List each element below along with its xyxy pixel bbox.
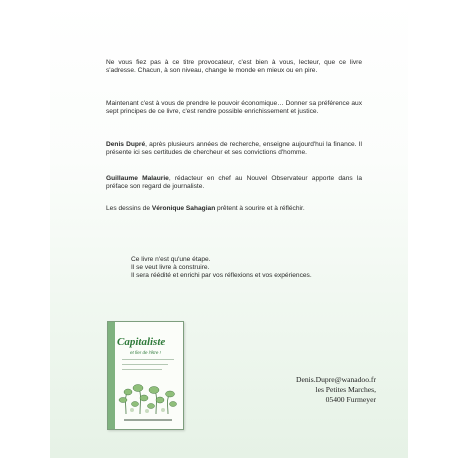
contact-postal-line: 05400 Furmeyer bbox=[325, 395, 376, 404]
intro-paragraph bbox=[106, 59, 362, 76]
note-line: Ce livre n'est qu'une étape. bbox=[131, 256, 211, 263]
illustrator-text: prêtent à sourire et à réfléchir. bbox=[215, 205, 305, 212]
book-cover-thumbnail bbox=[107, 321, 184, 430]
note-line: Il sera réédité et enrichi par vos réflexions et vos expériences. bbox=[131, 272, 312, 280]
intro-text: Ne vous fiez pas à ce titre provocateur, c'est bien à vous, lecteur, que ce livre s'adresse. Chacun, à son niveau, change le monde en mieux ou en pire. bbox=[106, 59, 362, 75]
cover-stripe bbox=[108, 322, 115, 429]
illustrator-name: Véronique Sahagian bbox=[151, 205, 216, 212]
preface-paragraph bbox=[106, 175, 362, 192]
cover-footer-line bbox=[124, 419, 172, 421]
contact-email: Denis.Dupre@wanadoo.fr bbox=[296, 375, 376, 384]
preface-author-bio: , rédacteur en chef au Nouvel Observateur apporte dans la préface son regard de journaliste. bbox=[106, 175, 362, 191]
illustrator-paragraph bbox=[106, 205, 362, 213]
author-paragraph bbox=[106, 141, 362, 158]
cover-subtitle: et fier de l'être ! bbox=[130, 350, 161, 355]
economic-power-text: Maintenant c'est à vous de prendre le pouvoir économique… Donner sa préférence aux sept principes de ce livre, c'est rendre possible enrichissement et justice. bbox=[106, 100, 362, 116]
plants-illustration-icon bbox=[118, 380, 178, 416]
contact-address-line: les Petites Marches, bbox=[315, 385, 376, 394]
cover-text-line bbox=[122, 364, 168, 365]
contact-block bbox=[246, 375, 376, 405]
notes-block bbox=[131, 256, 371, 281]
preface-author-name: Guillaume Malaurie bbox=[106, 175, 169, 182]
cover-text-line bbox=[122, 359, 174, 360]
cover-title: Capitaliste bbox=[117, 336, 166, 348]
author-bio: , après plusieurs années de recherche, enseigne aujourd'hui la finance. Il présente ici ses certitudes de chercheur et ses convictions d'homme. bbox=[106, 141, 362, 157]
cover-text-line bbox=[122, 369, 162, 370]
note-line: Il se veut livre à construire. bbox=[131, 264, 210, 272]
back-cover-page bbox=[50, 0, 408, 458]
author-name: Denis Dupré bbox=[106, 141, 146, 148]
illustrator-prefix: Les dessins de bbox=[106, 205, 152, 212]
economic-power-paragraph bbox=[106, 100, 362, 117]
